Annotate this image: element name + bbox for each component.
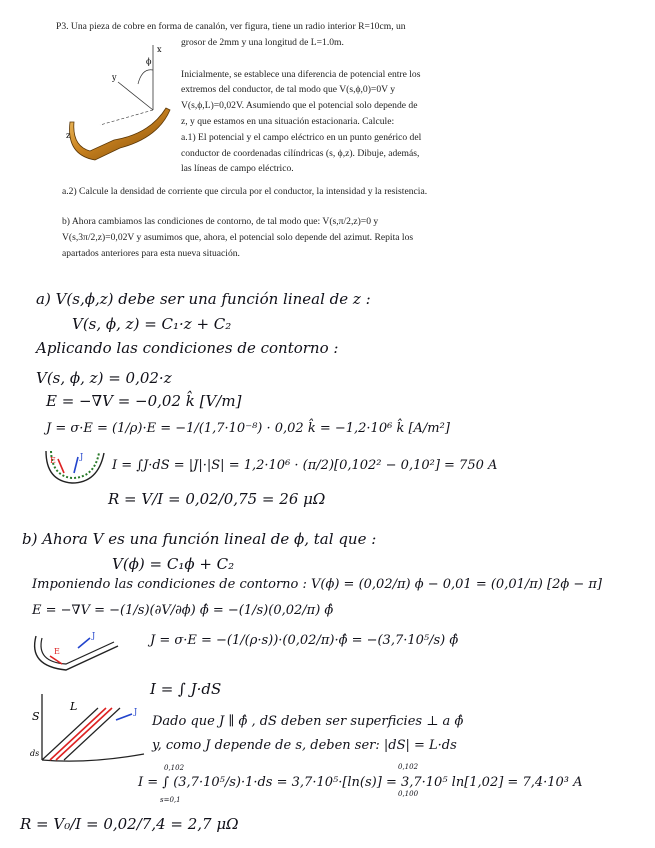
sol-b-line-3: Imponiendo las condiciones de contorno : V(ϕ) = (0,02/π) ϕ − 0,01 = (0,01/π) [2ϕ − π] bbox=[32, 577, 602, 592]
problem-line-8: conductor de coordenadas cilíndricas (s, ϕ,z). Dibuje, además, bbox=[181, 148, 420, 159]
sol-a-line-2: V(s, ϕ, z) = C₁·z + C₂ bbox=[72, 315, 232, 333]
problem-line-10: a.2) Calcule la densidad de corriente que circula por el conductor, la intensidad y la resistencia. bbox=[62, 186, 428, 197]
slab-red-1 bbox=[50, 708, 106, 760]
e-field-arrow bbox=[58, 459, 64, 473]
slab-bottom bbox=[42, 754, 144, 761]
problem-line-13: apartados anteriores para esta nueva situación. bbox=[62, 248, 240, 259]
sol-a-line-1: a) V(s,ϕ,z) debe ser una función lineal de z : bbox=[36, 290, 371, 308]
z-axis-label: z bbox=[66, 131, 71, 140]
s-label: S bbox=[32, 710, 40, 723]
copper-trough bbox=[70, 108, 170, 160]
problem-line-11: b) Ahora cambiamos las condiciones de contorno, de tal modo que: V(s,π/2,z)=0 y bbox=[62, 216, 379, 227]
sol-b-line-8: y, como J depende de s, deben ser: |dS| = L·ds bbox=[152, 738, 457, 753]
slab-red-2 bbox=[56, 708, 112, 760]
integral-upper-limit: 0,102 bbox=[164, 764, 185, 772]
problem-line-5: V(s,ϕ,L)=0,02V. Asumiendo que el potencial solo depende de bbox=[181, 100, 418, 111]
j-slab-label: J bbox=[134, 707, 138, 716]
problem-line-6: z, y que estamos en una situación estacionaria. Calcule: bbox=[181, 116, 395, 127]
trough-b-outline bbox=[35, 636, 118, 670]
j-arrow bbox=[74, 457, 78, 473]
e-arrow-label-b: E bbox=[54, 647, 60, 656]
slab-diagonal-1 bbox=[42, 708, 98, 760]
problem-line-9: las líneas de campo eléctrico. bbox=[181, 163, 294, 174]
problem-line-1: P3. Una pieza de cobre en forma de canalón, ver figura, tiene un radio interior R=10cm, un bbox=[56, 21, 406, 32]
e-arrow-label: E bbox=[50, 456, 56, 465]
sol-b-line-1: b) Ahora V es una función lineal de ϕ, tal que : bbox=[22, 530, 377, 548]
sol-a-line-4: V(s, ϕ, z) = 0,02·z bbox=[36, 369, 172, 387]
sol-b-line-5: J = σ·E = −(1/(ρ·s))·(0,02/π)·ϕ̂ = −(3,7·10⁵/s) ϕ̂ bbox=[150, 633, 459, 648]
problem-line-3: Inicialmente, se establece una diferencia de potencial entre los bbox=[181, 69, 421, 80]
problem-line-7: a.1) El potencial y el campo eléctrico en un punto genérico del bbox=[181, 132, 422, 143]
sol-a-line-3: Aplicando las condiciones de contorno : bbox=[36, 339, 339, 357]
sol-b-line-2: V(ϕ) = C₁ϕ + C₂ bbox=[112, 555, 235, 573]
copper-trough-figure bbox=[60, 30, 178, 180]
j-arrow-label-b: J bbox=[92, 631, 96, 640]
problem-line-4: extremos del conductor, de tal modo que V(s,ϕ,0)=0V y bbox=[181, 84, 396, 95]
sol-b-line-7: Dado que J ∥ ϕ̂ , dS deben ser superficies ⊥ a ϕ̂ bbox=[152, 714, 464, 729]
trough-sketch-a bbox=[42, 447, 108, 489]
phi-label: ϕ bbox=[146, 57, 152, 66]
slab-sketch bbox=[28, 690, 148, 770]
x-axis-label: x bbox=[157, 45, 162, 54]
ln-lower-limit: 0,100 bbox=[398, 790, 419, 798]
trough-sketch-b bbox=[26, 626, 124, 676]
y-axis-label: y bbox=[112, 73, 117, 82]
j-arrow-b bbox=[78, 638, 90, 648]
problem-line-2: grosor de 2mm y una longitud de L=1.0m. bbox=[181, 37, 344, 48]
sol-b-line-4: E = −∇V = −(1/s)(∂V/∂ϕ) ϕ̂ = −(1/s)(0,02/π) ϕ̂ bbox=[32, 603, 334, 618]
sol-a-line-7: I = ∫J·dS = |J|·|S| = 1,2·10⁶ · (π/2)[0,102² − 0,10²] = 750 A bbox=[112, 458, 498, 473]
sol-b-line-6: I = ∫ J·dS bbox=[150, 680, 222, 698]
j-arrow-slab bbox=[116, 714, 132, 720]
sol-a-line-5: E = −∇V = −0,02 k̂ [V/m] bbox=[46, 392, 242, 410]
phi-arc bbox=[138, 70, 153, 84]
z-axis-line bbox=[100, 110, 153, 125]
y-axis-line bbox=[118, 82, 153, 110]
problem-line-12: V(s,3π/2,z)=0,02V y asumimos que, ahora, el potencial solo depende del azimut. Repita los bbox=[62, 232, 414, 243]
ds-label: ds bbox=[30, 749, 40, 758]
slab-diagonal-2 bbox=[64, 708, 120, 760]
l-label: L bbox=[70, 700, 78, 713]
sol-a-line-8: R = V/I = 0,02/0,75 = 26 μΩ bbox=[108, 490, 326, 508]
j-arrow-label: J bbox=[80, 452, 84, 461]
trough-b-inner bbox=[41, 638, 114, 664]
ln-upper-limit: 0,102 bbox=[398, 763, 419, 771]
integral-lower-limit: s=0,1 bbox=[160, 796, 181, 804]
sol-a-line-6: J = σ·E = (1/ρ)·E = −1/(1,7·10⁻⁸) · 0,02 k̂ = −1,2·10⁶ k̂ [A/m²] bbox=[46, 421, 450, 436]
trough-inner-green bbox=[51, 451, 99, 478]
sol-b-line-10: R = V₀/I = 0,02/7,4 = 2,7 μΩ bbox=[20, 815, 239, 833]
sol-b-line-9: I = ∫ (3,7·10⁵/s)·1·ds = 3,7·10⁵·[ln(s)] = 3,7·10⁵ ln[1,02] = 7,4·10³ A bbox=[138, 775, 583, 790]
